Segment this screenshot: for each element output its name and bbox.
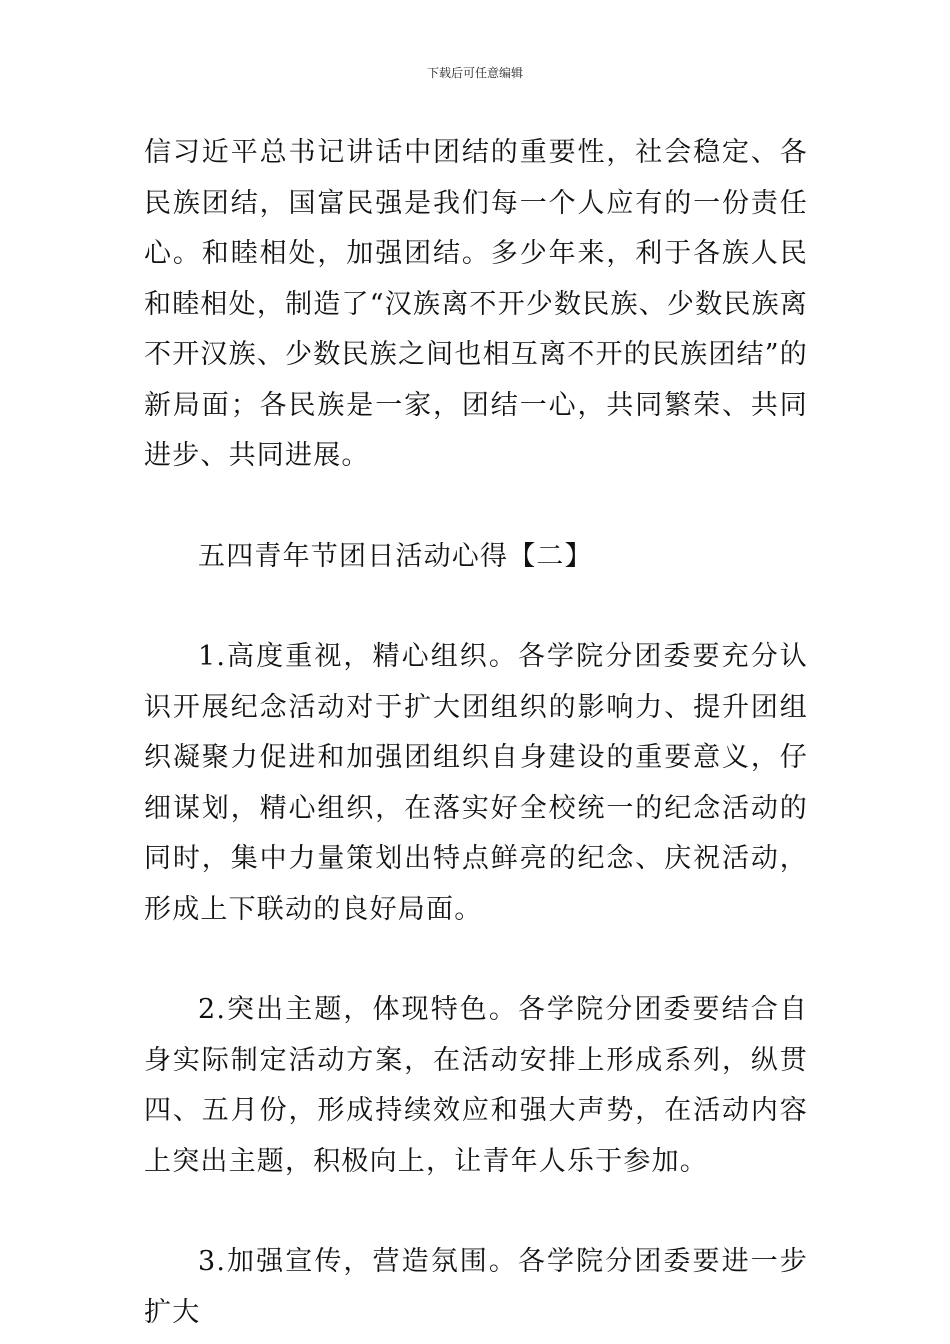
document-body (144, 128, 808, 1338)
continuation-paragraph: 信习近平总书记讲话中团结的重要性，社会稳定、各民族团结，国富民强是我们每一个人应有的一份责任心。和睦相处，加强团结。多少年来，利于各族人民和睦相处，制造了“汉族离不开少数民族、少数民族离不开汉族、少数民族之间也相互离不开的民族团结”的新局面；各民族是一家，团结一心，共同繁荣、共同进步、共同进展。 (144, 137, 808, 471)
page-header-note: 下载后可任意编辑 (426, 66, 523, 80)
list-item-2: 2.突出主题，体现特色。各学院分团委要结合自身实际制定活动方案，在活动安排上形成系列，纵贯四、五月份，形成持续效应和强大声势，在活动内容上突出主题，积极向上，让青年人乐于参加。 (144, 994, 808, 1177)
list-item-1: 1.高度重视，精心组织。各学院分团委要充分认识开展纪念活动对于扩大团组织的影响力、提升团组织凝聚力促进和加强团组织自身建设的重要意义，仔细谋划，精心组织，在落实好全校统一的纪念活动的同时，集中力量策划出特点鲜亮的纪念、庆祝活动，形成上下联动的良好局面。 (144, 641, 808, 925)
list-item-3: 3.加强宣传，营造氛围。各学院分团委要进一步扩大 (144, 1246, 808, 1328)
section-heading: 五四青年节团日活动心得【二】 (198, 540, 593, 572)
